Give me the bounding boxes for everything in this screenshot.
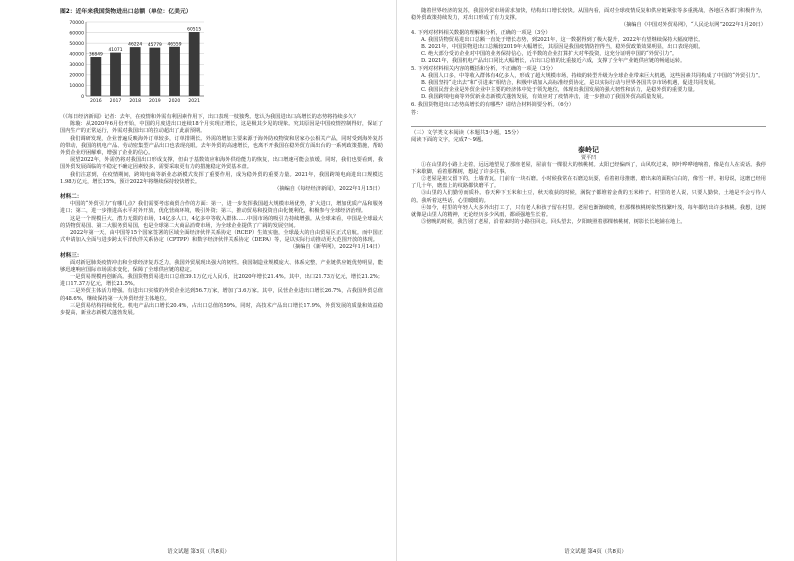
x-tick-label-2019: 2019: [148, 99, 161, 104]
y-tick-label-2: 20000: [69, 73, 84, 79]
material-2-p2: 这是一个规模巨大、潜力无限的市场，14亿多人口，4亿多中等收入群体……中国市场的吸引力持续增强。从全球来看，中国是全球最大的货物贸易国、第二大服务贸易国，也是全球第二大商品消费市场，为全球企业提供了广阔的发展空间。: [60, 215, 383, 229]
source-1: （摘编自《每经经济新闻》，2022年1月15日）: [274, 186, 383, 193]
data-label-2021: 60515: [187, 27, 202, 33]
page-footer-left: 语文试题 第3页（共8页）: [167, 549, 230, 555]
data-label-2018: 46224: [128, 42, 143, 48]
y-tick-label-5: 50000: [69, 41, 84, 47]
bar-2020: [169, 47, 180, 96]
material-3-p3: 二是外贸主体活力增强。有进出口实绩的外贸企业达到56.7万家，增加了3.6万家。其中，民营企业进出口增长26.7%，占我国外贸总值的48.6%，继续保持第一大外贸经营主体地位。: [60, 288, 383, 302]
trade-chart: [60, 8, 383, 112]
page-footer-right: 语文试题 第4页（共8页）: [564, 549, 627, 555]
interview-p3: 展望2022年，外需仍将对我国出口形成支撑，但由于基数效应和海外供给能力的恢复，出口增速可能会放缓。同时，我们也要看到，我国外贸发展面临的不稳定不确定因素较多，需要采取更有力的措施稳定外贸基本盘。: [60, 157, 383, 171]
right-page: [397, 0, 794, 561]
bar-2017: [110, 53, 121, 96]
story-p4: ④如今，村里的年轻人大多外出打工了，只有老人和孩子留在村里。老屋也渐渐破败，但那棵核桃树依然枝繁叶茂，每年都结出许多核桃。我想，这树就像是山里人的精神，无论经历多少风雨，都顽强地生长着。: [411, 204, 766, 219]
answer-label: 答：: [411, 109, 422, 116]
interview-intro: （《每日经济新闻》记者：去年，在疫情和外需有利因素作用下，出口表现一枝独秀。您认为我国进出口高增长的态势将持续多久？: [60, 114, 359, 120]
question-4-option-d: D. 2021年，我国机电产品出口同比大幅增长，占出口总值的比重接近六成，支撑了全年产业链供应链的畅通运转。: [421, 58, 686, 65]
x-tick-label-2020: 2020: [168, 99, 181, 104]
material-2-heading: 材料二：: [60, 194, 83, 201]
question-5-option-d: D. 我国跨境电商等外贸新业态新模式蓬勃发展，有效应对了疫情冲击，进一步推动了我国外贸高质量发展。: [421, 94, 667, 101]
question-5-option-a: A. 我国人口多，中等收入群体有4亿多人，形成了超大规模市场，持续的转型升级为全球企业带来巨大机遇，这些因素共同构成了中国的“外贸引力”。: [421, 72, 764, 79]
story-p1: ①在山里的小路上走着，远远地望见了那座老屋，屋前有一棵很大的核桃树。太阳已经偏西了，山风吹过来，树叶哗哗地响着，像是有人在说话。我停下来歇脚，看着那棵树，想起了许多往事。: [411, 161, 766, 175]
data-label-2016: 36849: [88, 52, 103, 58]
story-title: 泰岭记: [578, 145, 599, 154]
source-2: （摘编自《新华网》，2022年1月14日）: [289, 244, 383, 251]
x-tick-label-2021: 2021: [188, 99, 201, 104]
data-label-2017: 41071: [108, 48, 123, 54]
y-tick-label-0: 0: [81, 94, 84, 100]
x-tick-label-2017: 2017: [109, 99, 122, 104]
material-2-p1: 中国的“外贸引力”有哪几点？我们需要考虑商贸合作的方面：第一，进一步发挥我国超大规模市场优势，扩大进口，增加优质产品和服务进口；第二，进一步推进高水平对外开放，优化营商环境，吸引外资；第三，推动贸易和投资自由化便利化，积极参与全球经济治理。: [60, 201, 383, 215]
section-3-instruction: 阅读下面的文字，完成7～9题。: [411, 137, 487, 144]
question-5-option-b: B. 我国坚持“走出去”和“引进来”相结合，积极申请加入高标准经贸协定，是以实际行动与世界各国共享市场机遇，促进共同发展。: [421, 80, 719, 87]
question-5: 5. 下列对材料相关内容的概括和分析，不正确的一项是（3分）: [411, 65, 556, 72]
material-3-heading: 材料三：: [60, 252, 83, 259]
data-label-2020: 46559: [167, 42, 182, 48]
interview-p2: 我们调研发现，企业普遍反映海外订单较多，订单排期长。外需的增加主要来源于海外防疫物资和居家办公相关产品，同时受到海外复苏的带动，我国的机电产品、劳动密集型产品出口也表现亮眼。去年外贸的高速增长，也离不开我国在稳外贸方面出台的一系列政策措施，帮助外贸企业纾困解难，增强了企业的信心。: [60, 135, 383, 157]
y-tick-label-4: 40000: [69, 52, 84, 58]
bar-2021: [189, 32, 200, 96]
bar-chart-svg: [60, 16, 210, 108]
story-p3: ③山里的人们勤劳而质朴。春天种下玉米和土豆，秋天收获的时候，满院子都堆着金黄的玉米棒子。村里的老人说，只要人勤快，土地是不会亏待人的。我听着这些话，心里暖暖的。: [411, 190, 766, 204]
section-3-heading: （三）文学类文本阅读（本题共3小题，15分）: [411, 129, 522, 136]
material-2-p3: 2022年第一天，由中国等15个国家签署的区域全面经济伙伴关系协定（RCEP）生效实施，全球最大的自由贸易区正式启航。而中国正式申请加入全面与进步跨太平洋伙伴关系协定（CPTPP）和数字经济伙伴关系协定（DEPA）等，是以实际行动推动更大范围开放的体现。: [60, 230, 383, 244]
material-3-cont: 随着世界经济的复苏，我国外贸市场需求加快，结构出口增长较快。从国内看，面对全球疫情反复和供应链紧张等多重挑战，各地区各部门积极作为，稳外贸政策持续发力，对出口形成了有力支撑。: [411, 8, 766, 22]
bar-2019: [149, 48, 160, 96]
source-3: （摘编自《中国对外贸易网》，“人民论坛网”2022年1月20日）: [620, 22, 766, 29]
x-tick-label-2018: 2018: [129, 99, 142, 104]
material-3-p1: 面对新冠肺炎疫情冲击和全球经济复苏乏力，我国外贸展现出强大的韧性。我国制造业规模庞大、体系完整，产业链供应链优势明显，能够迅速响应国际市场需求变化，保障了全球供应链的稳定。: [60, 259, 383, 273]
question-4-option-a: A. 我国货物贸易进出口总额一直处于增长态势，到2021年，这一数据得到了极大提升，2022年有望继续保持大幅度增长。: [421, 36, 704, 43]
story-p2: ②老屋是祖父留下的，土墙青瓦，门前有一块石磨。小时候我常在石磨边玩耍，看着祖母推磨，磨出来的面粉白白的，像雪一样。祖母说，这磨已经用了几十年，磨盘上的纹路都快磨平了。: [411, 176, 766, 190]
answer-area[interactable]: [411, 110, 766, 127]
y-tick-label-7: 70000: [69, 20, 84, 26]
story-p5: ⑤傍晚的时候，我告别了老屋，沿着来时的小路往回走。回头望去，夕阳映照着那棵核桃树，树影长长地铺在地上。: [421, 219, 686, 226]
question-4: 4. 下列对材料相关数据的理解和分析，正确的一项是（3分）: [411, 29, 551, 36]
material-3-p4: 三是贸易结构持续优化。机电产品出口增长20.4%，占出口总值的59%。同时，高技术产品出口增长17.9%，外贸发展的质量和效益稳步提高，新业态新模式蓬勃发展。: [60, 302, 383, 317]
x-tick-label-2016: 2016: [89, 99, 102, 104]
question-5-option-c: C. 我国民营企业是外贸企业中主要的经济体中处于领先地位，体现出我国发展的强大韧性和活力，是稳外贸的重要力量。: [421, 87, 698, 94]
bar-2016: [90, 57, 101, 96]
chart-title: 图2：近年来我国货物进出口总额（单位：亿美元）: [60, 9, 192, 15]
y-tick-label-3: 30000: [69, 63, 84, 69]
question-4-option-b: B. 2021年，中国货物进出口总额较2019年大幅增长，其原因是我国疫情防控得当，稳外贸政策效果明显，出口表现亮眼。: [421, 44, 704, 51]
y-tick-label-6: 60000: [69, 31, 84, 37]
question-4-option-c: C. 绝大部分受访企业对中国的业务保持信心，近半数的企业打算扩大对华投资，这充分证明中国的“外贸引力”。: [421, 51, 678, 58]
material-3-p2: 一是贸易规模再创新高。我国货物贸易进出口总值39.1万亿元人民币，比2020年增长21.4%。其中，出口21.73万亿元，增长21.2%；进口17.37万亿元，增长21.5%。: [60, 274, 383, 288]
story-author: 贾平凹: [580, 154, 596, 161]
interview-p1: 陈璇：从2020年6月份开始，中国的月度进出口连续18个月实现正增长，这是极其少见的现象。究其原因是中国疫情控制得好，保证了国内生产的正常运行，外需对我国出口的拉动超出了此前预期。: [60, 121, 383, 135]
interview-p4: 我们注意到，在疫情期间，跨境电商等新业态新模式发挥了重要作用，成为稳外贸的重要力量。2021年，我国跨境电商进出口规模达1.98万亿元，增长15%。预计2022年将继续保持较快增长。: [60, 171, 383, 185]
data-label-2019: 45779: [147, 43, 162, 49]
bar-2018: [130, 47, 141, 96]
y-tick-label-1: 10000: [69, 84, 84, 90]
question-6: 6. 我国货物进出口态势高增长的有哪些？请结合材料简要分析。（6分）: [411, 101, 574, 108]
